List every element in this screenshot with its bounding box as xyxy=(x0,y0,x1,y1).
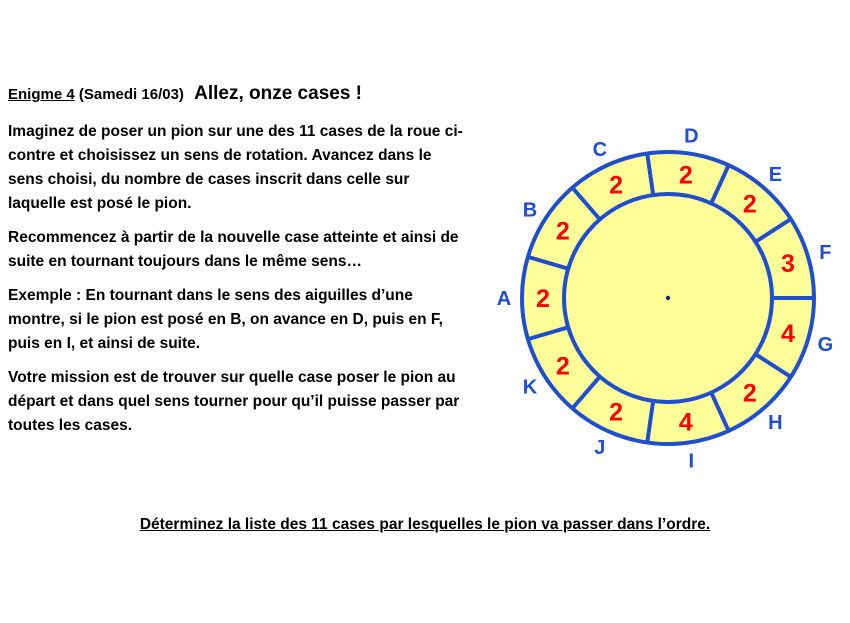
cell-letter-K: K xyxy=(522,376,538,399)
cell-letter-C: C xyxy=(592,138,608,161)
cell-number-E[interactable]: 2 xyxy=(742,190,757,219)
puzzle-heading xyxy=(8,83,362,105)
cell-letter-F: F xyxy=(819,241,832,264)
cell-number-A[interactable]: 2 xyxy=(536,285,550,313)
cell-letter-I: I xyxy=(688,450,695,473)
cell-number-D[interactable]: 2 xyxy=(678,161,693,190)
question-text: Déterminez la liste des 11 cases par lesquelles le pion va passer dans l’ordre. xyxy=(139,516,711,533)
puzzle-date: (Samedi 16/03) xyxy=(78,86,184,103)
cell-number-C[interactable]: 2 xyxy=(609,171,624,200)
puzzle-title: Allez, onze cases ! xyxy=(194,83,362,104)
cell-letter-B: B xyxy=(522,199,538,222)
cell-number-K[interactable]: 2 xyxy=(555,352,570,381)
cell-number-F[interactable]: 3 xyxy=(780,249,795,278)
cell-letter-D: D xyxy=(684,125,699,148)
cell-number-G[interactable]: 4 xyxy=(780,320,795,349)
instructions xyxy=(8,120,470,448)
cell-number-H[interactable]: 2 xyxy=(742,379,757,408)
cell-letter-E: E xyxy=(768,164,783,187)
cell-number-I[interactable]: 4 xyxy=(678,408,693,437)
wheel-diagram xyxy=(490,120,840,480)
instructions-paragraph-2: Recommencez à partir de la nouvelle case atteinte et ainsi de suite en tournant toujours dans le même sens… xyxy=(8,229,459,270)
cell-number-B[interactable]: 2 xyxy=(555,217,570,246)
mission-paragraph: Votre mission est de trouver sur quelle case poser le pion au départ et dans quel sens tourner pour qu’il puisse passer par toutes les cases. xyxy=(8,369,460,434)
cell-number-J[interactable]: 2 xyxy=(609,398,624,427)
cell-letter-G: G xyxy=(817,334,834,357)
cell-letter-H: H xyxy=(768,411,783,434)
instructions-paragraph-1: Imaginez de poser un pion sur une des 11 cases de la roue ci-contre et choisissez un sens de rotation. Avancez dans le sens choisi, du nombre de cases inscrit dans celle sur laquelle est posé le pion. xyxy=(8,123,463,212)
wheel-center-dot xyxy=(666,296,670,300)
puzzle-number: Enigme 4 xyxy=(8,86,75,103)
example-paragraph: Exemple : En tournant dans le sens des aiguilles d’une montre, si le pion est posé en B, on avance en D, puis en F, puis en I, et ainsi de suite. xyxy=(8,287,443,352)
cell-letter-J: J xyxy=(594,437,606,460)
cell-letter-A: A xyxy=(496,288,512,310)
